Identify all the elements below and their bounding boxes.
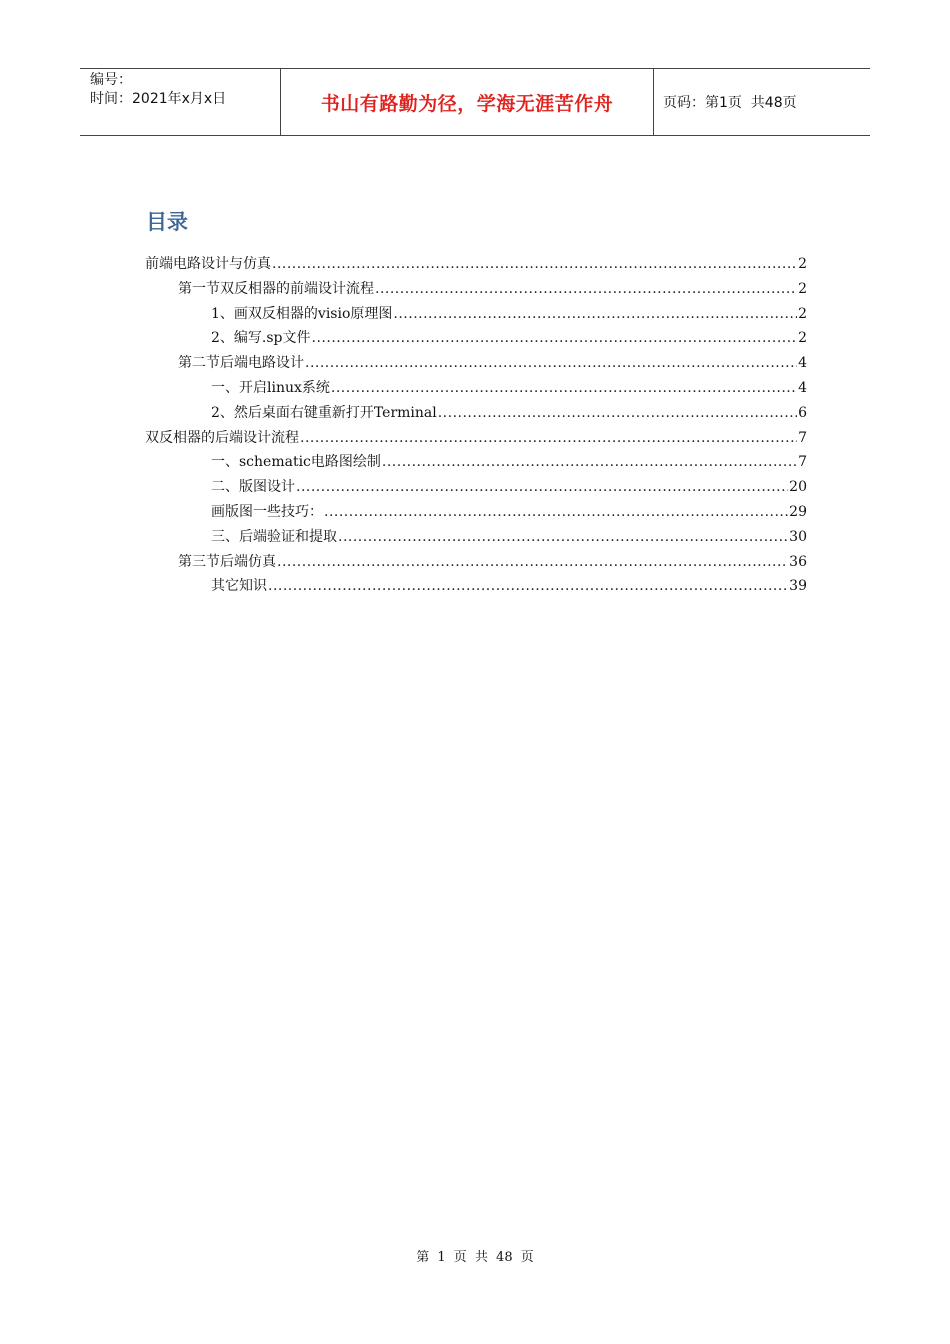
toc-leader (268, 574, 788, 599)
toc-entry[interactable] (145, 326, 807, 351)
toc-entry-text: 双反相器的后端设计流程 (145, 429, 299, 446)
toc-entry[interactable] (145, 525, 807, 550)
header-page-info: 页码：第1页 共48页 (663, 95, 797, 111)
toc-entry-text: 第一节双反相器的前端设计流程 (178, 280, 374, 297)
toc-leader (300, 426, 797, 451)
toc-entry-page: 4 (798, 355, 807, 372)
toc-entry-text: 2、编写.sp文件 (211, 330, 311, 347)
toc-leader (324, 500, 788, 525)
toc-leader (277, 550, 788, 575)
toc-entry-text: 二、版图设计 (211, 479, 295, 496)
time-label: 时间：2021年x月x日 (90, 91, 227, 107)
toc-entry[interactable] (145, 277, 807, 302)
toc-entry-page: 36 (789, 553, 807, 570)
toc-entry-text: 其它知识 (211, 578, 267, 595)
toc-entry-page: 39 (789, 578, 807, 595)
table-of-contents (145, 252, 807, 599)
toc-entry[interactable] (145, 252, 807, 277)
toc-entry-text: 2、然后桌面右键重新打开Terminal (211, 404, 437, 421)
toc-entry-text: 一、schematic电路图绘制 (211, 454, 381, 471)
toc-entry-page: 2 (798, 305, 807, 322)
toc-entry[interactable] (145, 500, 807, 525)
toc-leader (338, 525, 788, 550)
toc-leader (438, 401, 797, 426)
toc-leader (382, 450, 797, 475)
toc-entry-text: 一、开启linux系统 (211, 379, 330, 396)
toc-entry[interactable] (145, 574, 807, 599)
toc-entry[interactable] (145, 426, 807, 451)
header-meta (80, 69, 281, 135)
toc-entry[interactable] (145, 475, 807, 500)
toc-entry-page: 2 (798, 330, 807, 347)
toc-entry[interactable] (145, 401, 807, 426)
toc-entry-page: 30 (789, 528, 807, 545)
toc-leader (272, 252, 797, 277)
toc-entry-text: 画版图一些技巧： (211, 503, 323, 520)
toc-title: 目录 (146, 210, 188, 234)
toc-entry-page: 29 (789, 503, 807, 520)
toc-entry[interactable] (145, 550, 807, 575)
toc-entry-page: 7 (798, 429, 807, 446)
toc-entry-page: 4 (798, 379, 807, 396)
toc-leader (305, 351, 797, 376)
toc-leader (312, 326, 798, 351)
toc-entry-page: 2 (798, 280, 807, 297)
toc-entry-page: 2 (798, 256, 807, 272)
page-footer: 第 1 页 共 48 页 (416, 1250, 534, 1265)
toc-entry[interactable] (145, 450, 807, 475)
toc-entry[interactable] (145, 376, 807, 401)
toc-entry-page: 7 (798, 454, 807, 471)
toc-entry[interactable] (145, 351, 807, 376)
toc-entry-page: 6 (798, 404, 807, 421)
number-label: 编号： (90, 72, 132, 88)
toc-leader (296, 475, 788, 500)
toc-entry-text: 三、后端验证和提取 (211, 528, 337, 545)
toc-entry-text: 前端电路设计与仿真 (145, 256, 271, 272)
toc-entry-page: 20 (789, 479, 807, 496)
toc-leader (331, 376, 797, 401)
toc-entry-text: 第二节后端电路设计 (178, 355, 304, 372)
toc-leader (393, 302, 797, 327)
header-motto: 书山有路勤为径，学海无涯苦作舟 (281, 69, 654, 135)
toc-leader (375, 277, 797, 302)
toc-entry-text: 1、画双反相器的visio原理图 (211, 305, 393, 322)
toc-entry[interactable] (145, 302, 807, 327)
toc-entry-text: 第三节后端仿真 (178, 553, 276, 570)
page-header (80, 68, 870, 136)
